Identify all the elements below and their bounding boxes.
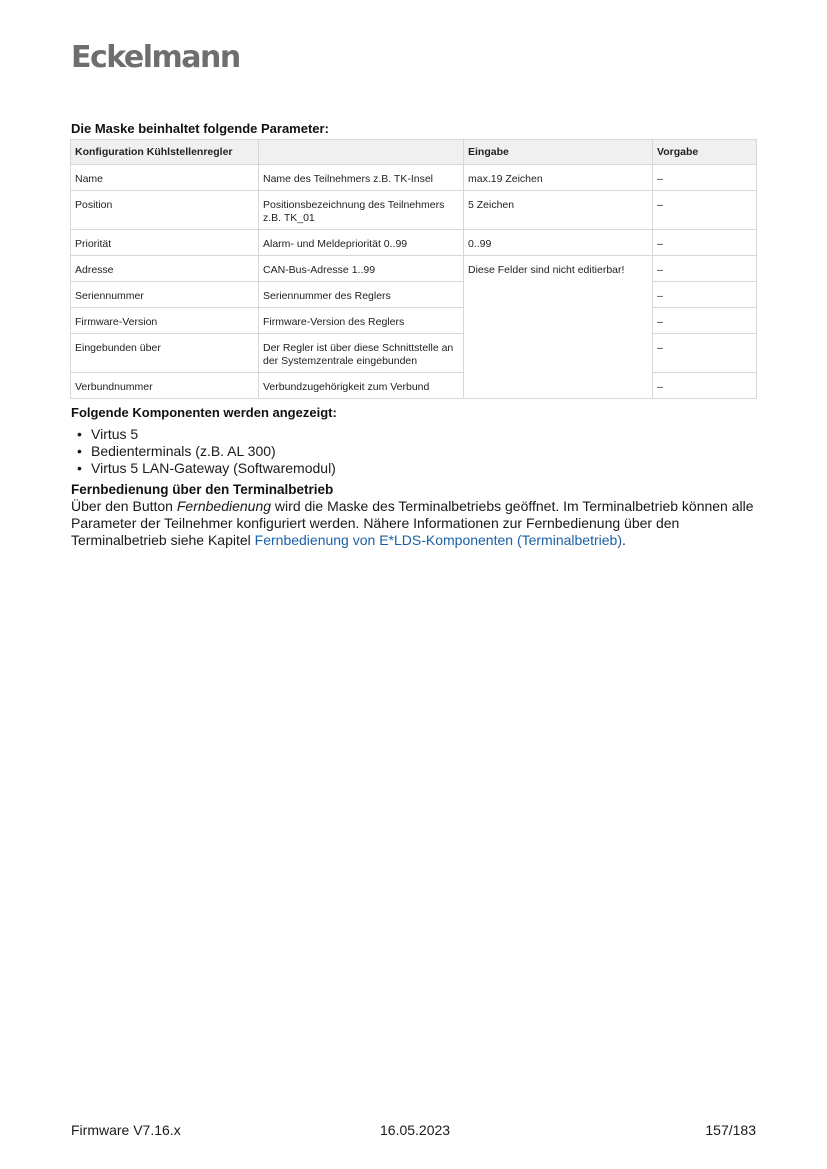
table-row	[71, 165, 757, 191]
footer-date: 16.05.2023	[380, 1122, 451, 1138]
table-row	[71, 282, 757, 308]
cell-desc: Der Regler ist über diese Schnittstelle an der Systemzentrale eingebunden	[259, 334, 464, 373]
cell-default: –	[653, 373, 757, 399]
cell-desc: Firmware-Version des Reglers	[259, 308, 464, 334]
bullet-icon: •	[77, 460, 82, 476]
table-row	[71, 308, 757, 334]
remote-button-name: Fernbedienung	[176, 498, 272, 514]
cell-name: Firmware-Version	[71, 308, 259, 334]
cell-default: –	[653, 191, 757, 230]
cell-name: Adresse	[71, 256, 259, 282]
header-default: Vorgabe	[653, 140, 757, 165]
remote-heading: Fernbedienung über den Terminalbetrieb	[71, 482, 334, 497]
cell-default: –	[653, 308, 757, 334]
cell-name: Name	[71, 165, 259, 191]
list-item-label: Virtus 5 LAN-Gateway (Softwaremodul)	[91, 460, 336, 476]
table-row	[71, 191, 757, 230]
table-row	[71, 230, 757, 256]
cell-desc: Name des Teilnehmers z.B. TK-Insel	[259, 165, 464, 191]
cell-desc: Positionsbezeichnung des Teilnehmers z.B. TK_01	[259, 191, 464, 230]
cell-input-not-editable: Diese Felder sind nicht editierbar!	[464, 256, 653, 399]
cell-default: –	[653, 230, 757, 256]
cell-default: –	[653, 256, 757, 282]
cell-default: –	[653, 334, 757, 373]
list-item-label: Bedienterminals (z.B. AL 300)	[91, 443, 276, 459]
cell-input: max.19 Zeichen	[464, 165, 653, 191]
cell-desc: Seriennummer des Reglers	[259, 282, 464, 308]
header-config: Konfiguration Kühlstellenregler	[71, 140, 259, 165]
remote-paragraph	[71, 498, 761, 549]
list-item	[75, 443, 336, 460]
cell-desc: Alarm- und Meldepriorität 0..99	[259, 230, 464, 256]
cell-desc: CAN-Bus-Adresse 1..99	[259, 256, 464, 282]
table-header-row	[71, 140, 757, 165]
cell-name: Priorität	[71, 230, 259, 256]
table-row	[71, 334, 757, 373]
table-row	[71, 373, 757, 399]
bullet-icon: •	[77, 443, 82, 459]
cell-desc: Verbundzugehörigkeit zum Verbund	[259, 373, 464, 399]
footer-firmware: Firmware V7.16.x	[71, 1122, 181, 1138]
params-heading: Die Maske beinhaltet folgende Parameter:	[71, 121, 329, 136]
chapter-link[interactable]: Fernbedienung von E*LDS-Komponenten (Terminalbetrieb)	[254, 532, 622, 548]
parameter-table	[70, 139, 757, 399]
list-item	[75, 460, 336, 477]
table-row	[71, 256, 757, 282]
list-item-label: Virtus 5	[91, 426, 139, 442]
remote-text-part: .	[621, 532, 626, 548]
cell-input: 0..99	[464, 230, 653, 256]
cell-name: Position	[71, 191, 259, 230]
footer-page-number: 157/183	[705, 1122, 756, 1138]
remote-text-part: wird die Maske des Terminalbetriebs geöffnet. Im Terminalbetrieb können alle Parameter der Teilnehmer konfiguriert werden. Nähere Informationen zur Fernbedienung über den Terminalbetrieb siehe Kapitel	[71, 498, 754, 548]
header-input: Eingabe	[464, 140, 653, 165]
cell-default: –	[653, 282, 757, 308]
header-description	[259, 140, 464, 165]
remote-text-part: Über den Button	[71, 498, 177, 514]
cell-default: –	[653, 165, 757, 191]
cell-name: Eingebunden über	[71, 334, 259, 373]
components-heading: Folgende Komponenten werden angezeigt:	[71, 405, 337, 420]
cell-name: Verbundnummer	[71, 373, 259, 399]
components-list	[75, 426, 336, 477]
bullet-icon: •	[77, 426, 82, 442]
eckelmann-logo: Eckelmann	[71, 40, 240, 75]
cell-name: Seriennummer	[71, 282, 259, 308]
cell-input: 5 Zeichen	[464, 191, 653, 230]
list-item	[75, 426, 336, 443]
